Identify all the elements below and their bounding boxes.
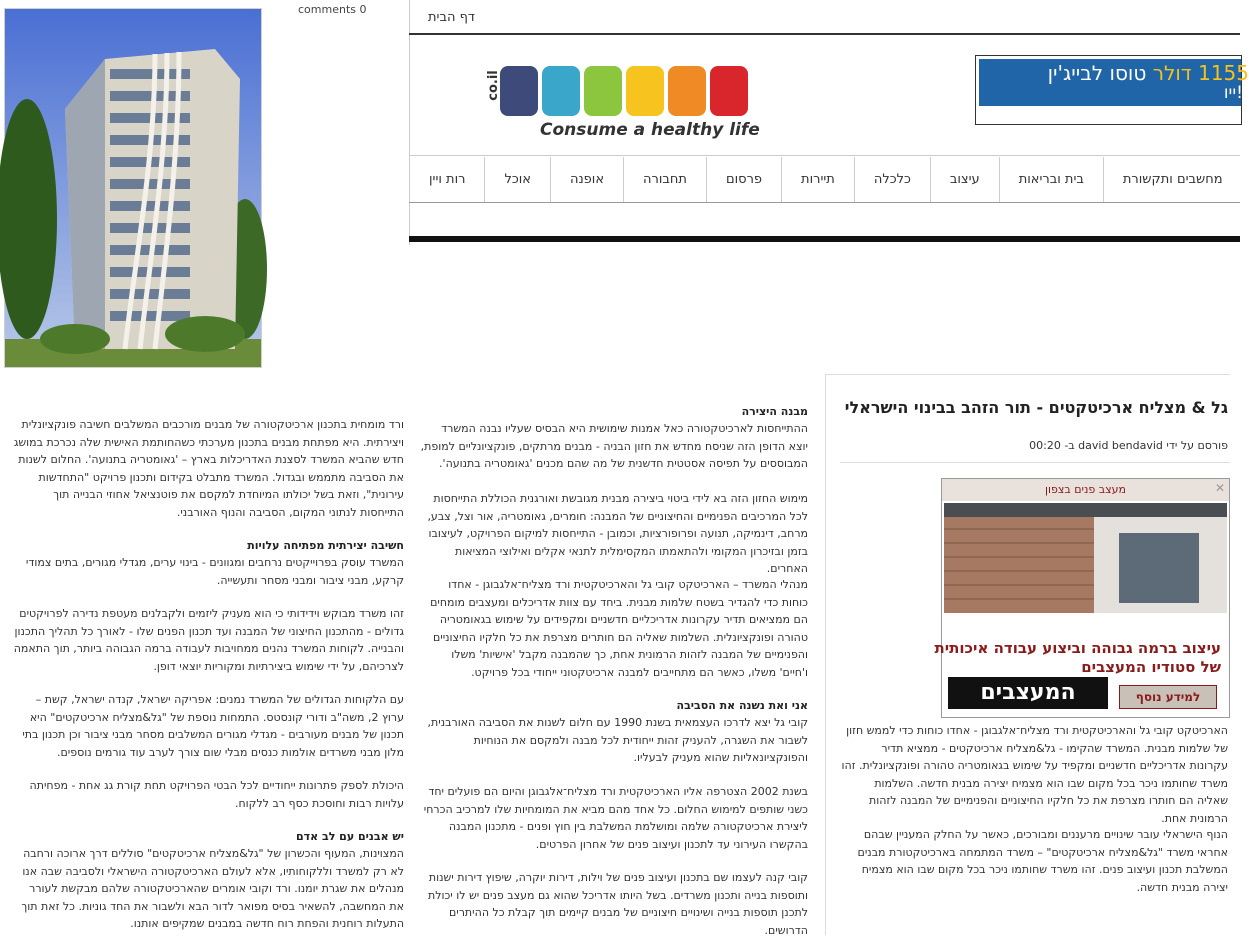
nav-item-computers[interactable]: מחשבים ותקשורת [1103, 157, 1242, 202]
paragraph: קובי גל יצא לדרכו העצמאית בשנת 1990 עם חלום לשנות את הסביבה האורבנית, לשבור את השגרה, להעניק זהות ייחודית לכל מבנה ולמקסם את הנוחיות והפונקציונאליות שהוא מעניק לבעליו. [427, 716, 808, 764]
nav-item-design[interactable]: עיצוב [930, 157, 999, 202]
ad-caption-line1: עיצוב ברמה גבוהה וביצוע עבודה איכותית [934, 639, 1221, 657]
banner-headline: טוסו לבייג'ין [1047, 61, 1147, 85]
paragraph: מנהלי המשרד – הארכיטקט קובי גל והארכיטקטית ורד מצליח־אלגבוגן - אחדו כוחות כדי להגדיר בשטח שלמות מבנית. ביחד עם צוות אדריכלים ומעצבים מומחים הם ממציאים תדיר עקרונות אדריכליים חדשניים ומקפידים על שימוש בגאומטריה טהורה ופונקציונלית. השלמות שאליה הם חותרים מצרפת את כל חלקיו החיצוניים והפנימיים של המבנה לזהות הרמונית אחת, כך שהמבנה מקבל 'אישיות' משלו ו'חיים' משלו, כאשר הם מתחייבים למבנה ארכיטקטוני ייחודי בכל פרויקט. [430, 578, 808, 679]
ad-caption [934, 639, 1221, 677]
divider [825, 374, 826, 935]
comments-count[interactable]: comments 0 [298, 3, 367, 16]
paragraph: קובי קנה לעצמו שם בתכנון ועיצוב פנים של וילות, דירות יוקרה, שיפוץ דירות ישנות ותוספות בנייה ותכנון משרדים. בשל היותו אדריכל שהוא גם מעצב פנים יש לו יכולת לתכנן תוספות בנייה ושינויים חיצוניים של מבנים קיימים תוך קבלת כל ההיתרים הדרושים. [427, 871, 808, 937]
section-heading: אני ואת נשנה את הסביבה [676, 699, 808, 712]
nav-item-food[interactable]: אוכל [484, 157, 550, 202]
nav-item-home-health[interactable]: בית ובריאות [999, 157, 1103, 202]
nav-item-fashion[interactable]: אופנה [550, 157, 623, 202]
ad-logo: המעצבים [948, 677, 1108, 709]
header-bar [409, 236, 1240, 242]
paragraph: ורד מומחית בתכנון ארכיטקטורה של מבנים מורכבים המשלבים חשיבה פונקציונלית ויצירתית. היא מפתחת מבנים בתכנון מערכתי כשהחותמת האישית שלה נכרכת במושג חדש שהביא המשרד לסצנת האדריכלות בארץ – 'גאומטריה בתנועה'. החלום לשנות את הסביבה מתממש ובגדול. המשרד מתבלט בקידום ותכנון פרויקט "התחדשות עירונית", וזאת בשל יכולתו המיוחדת למקסם את פוטנציאל אחוזי הבנייה תוך התייחסות לנתוני המקום, הסביבה והנוף האורבני. [13, 418, 404, 519]
ad-label: מעצב פנים בצפון [942, 479, 1229, 501]
banner-price: 1155 דולר [1152, 61, 1249, 85]
section-heading: חשיבה יצירתית מפתיחה עלויות [247, 539, 404, 552]
main-nav [409, 157, 1240, 202]
building-image [4, 8, 262, 368]
banner-text [1048, 61, 1249, 85]
divider [409, 155, 1240, 156]
ad-caption-line2: של סטודיו המעצבים [1081, 658, 1221, 676]
paragraph: עם הלקוחות הגדולים של המשרד נמנים: אפריקה ישראל, קנדה ישראל, קשת – ערוץ 2, משה"ב ודורי קונסטס. התמחות נוספת של "גל&מצליח ארכיטקטים" היא תכנון של מבנים מעורבים - מגדלי מגורים המשלבים מסחר מבני ציבור וכן תכנון בתי מלון מבני משרדים אולמות כנסים מבלי שום צורך לערב עוד גורמים נוספים. [22, 693, 404, 759]
section-heading: יש אבנים עם לב אדם [296, 830, 404, 843]
banner-sub: ייו! [1223, 83, 1243, 103]
paragraph: המשרד עוסק בפרוייקטים נרחבים ומגוונים - בינוי ערים, מגדלי מגורים, בתים צמודי קרקע, מבני ציבור ומבני מסחר ותעשייה. [25, 556, 404, 587]
logo-domain: co.il [485, 70, 501, 101]
home-link[interactable]: דף הבית [428, 10, 476, 25]
divider [409, 0, 410, 245]
nav-item-transport[interactable]: תחבורה [623, 157, 706, 202]
nav-item-wine[interactable]: רות ויין [409, 157, 484, 202]
logo-tagline: Consume a healthy life [540, 120, 760, 140]
divider [409, 202, 1240, 203]
paragraph: המצוינות, המעוף והכשרון של "גל&מצליח ארכיטקטים" סוללים דרך ארוכה ורחבה לא רק למשרד וללקוחותיו, אלא לעולם הארכיטקטורה הישראלי ולסביבה שבה אנו מנהלים את שגרת יומנו. ורד וקובי אומרים שהארכיטקטורה שלהם מבקשת לעורר את המחשבה, להשאיר בסיס מפואר לדור הבא ולשבור את החד גוניות. כל זאת תוך התעלות רוחנית והפחת רוח חדשה במבנים שמקיפים אותנו. [21, 847, 404, 930]
nav-item-economy[interactable]: כלכלה [854, 157, 930, 202]
post-meta: פורסם על ידי david bendavid ב- 00:20 [1029, 439, 1228, 452]
site-logo[interactable] [478, 60, 768, 145]
article-intro-2: הנוף הישראלי עובר שינויים מרעננים ומבורכים, כאשר על החלק המעניין שבהם אחראי משרד "גל&מצליח ארכיטקטים" – משרד המתמחה בארכיטקטורת מבנים המשלבת תכנון ועיצוב פנים. זהו משרד שחותמו ניכר בכל מקום שבו הוא מצמיח יצירה מבנית חדשה. [857, 828, 1228, 894]
banner-background [979, 59, 1249, 106]
paragraph: זהו משרד מבוקש וידידותי כי הוא מעניק ליזמים ולקבלנים מעטפת נדירה לפרויקטים גדולים - מהתכנון החיצוני של המבנה ועד תכנון הפנים שלו - לאורך כל תהליך התכנון והבנייה. לקוחות המשרד נהנים ממחויבות לעבודה ברמה הגבוהה ביותר, תוך התאמה לצרכיהם, על ידי שימוש ביצירתיות ומקוריות יוצאי דופן. [13, 607, 404, 673]
paragraph: מימוש החזון הזה בא לידי ביטוי ביצירה מבנית מגובשת ואורגנית הכוללת התייחסות לכל המרכיבים הפנימיים והחיצוניים של המבנה: חומרים, גאומטריה, אור וצל, צבע, מרחב, דינמיקה, תנועה ופרופורציות, וכמובן - התייחסות למיקום הפרויקט, לעיצובו בזמן ובזיכרון המקומי ולהתאמתו המקסימלית לתנאי אקלים ואילוצי המציאות האחרים. [427, 492, 808, 575]
ad-banner[interactable] [975, 55, 1249, 125]
paragraph: היכולת לספק פתרונות ייחודיים לכל הבטי הפרויקט תחת קורת גג אחת - מפחיתה עלויות רבות וחוסכת כסף רב ללקוח. [29, 779, 404, 810]
divider [840, 462, 1230, 463]
divider [825, 374, 1230, 375]
divider [409, 33, 1240, 35]
paragraph: ההתייחסות לארכיטקטורה כאל אמנות שימושית היא הבסיס שעליו נבנה המשרד יוצא הדופן הזה שניסח מחדש את חזון הבניה - מבנים מרתקים, פונקציונליים למופת, המבוססים על תפיסה אסטטית חדשנית של מה שהם מכנים 'גאומטריה בתנועה'. [420, 422, 808, 470]
section-heading: מבנה היצירה [741, 405, 808, 418]
article-intro-1: הארכיטקט קובי גל והארכיטקטית ורד מצליח־אלגבוגן - אחדו כוחות כדי לממש חזון של שלמות מבנית. המשרד שהקימו - גל&מצליח ארכיטקטים - ממציא תדיר עקרונות אדריכליים חדשניים ומקפיד על שימוש בגאומטריה טהורה ופונקציונלית. זהו משרד שחותמו ניכר בכל מקום שבו הוא מצמיח יצירה מבנית חדשה. השלמות שאליה הם חותרו מצרפת את כל חלקיו החיצוניים והפנימיים של המבנה לזהות הרמונית אחת. [841, 724, 1228, 825]
article-title[interactable]: גל & מצליח ארכיטקטים - תור הזהב בבינוי הישראלי [844, 398, 1228, 417]
ad-box[interactable] [934, 478, 1230, 718]
close-icon[interactable]: ✕ [1214, 481, 1225, 495]
nav-item-tourism[interactable]: תיירות [781, 157, 854, 202]
more-info-button[interactable]: למידע נוסף [1119, 685, 1217, 709]
nav-item-advertising[interactable]: פרסום [706, 157, 781, 202]
ad-photo [944, 503, 1227, 613]
paragraph: בשנת 2002 הצטרפה אליו הארכיטקטית ורד מצליח־אלגבוגן והיום הם פועלים יחד כשני שותפים למימוש החלום. כל אחד מהם מביא את המומחיות שלו למרכיב הכרחי ליצירת ארכיטקטורה שלמה ומושלמת המשלבת בין חוץ ופנים - מתכנון המבנה בהקשרו העירוני עד לתכנון ועיצוב פנים של אחרון הפרטים. [423, 785, 808, 851]
